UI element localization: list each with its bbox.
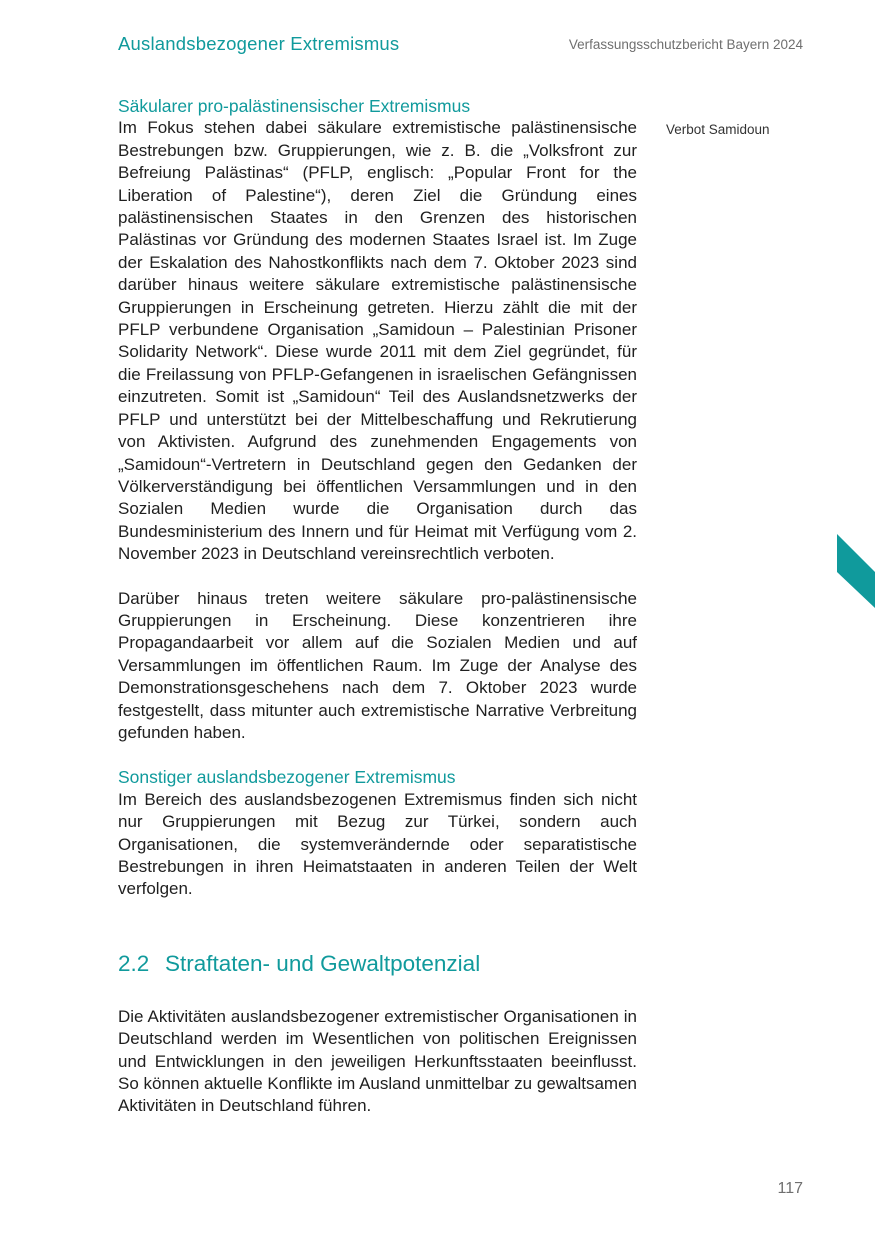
chapter-section-number: 2.2 (118, 950, 150, 976)
chapter-section-title-text: Straftaten- und Gewaltpotenzial (165, 950, 481, 976)
paragraph-chapter-section: Die Aktivitäten auslandsbezogener extremistischer Organisationen in Deutschland werden im Wesentlichen von politischen Ereignissen und Entwicklungen in den jeweiligen Herkunftsstaaten beeinflusst. So können aktuelle Konflikte im Ausland unmittelbar zu gewaltsamen Aktivitäten in Deutschland führen. (118, 1006, 637, 1116)
running-header-report: Verfassungsschutzbericht Bayern 2024 (568, 37, 803, 52)
chapter-section-title (118, 950, 637, 978)
margin-note: Verbot Samidoun (666, 122, 770, 137)
paragraph-other-1: Im Bereich des auslandsbezogenen Extremismus finden sich nicht nur Gruppierungen mit Bezug zur Türkei, sondern auch Organisationen, die systemverändernde oder separatistische Bestrebungen in ihren Heimatstaaten in anderen Teilen der Welt verfolgen. (118, 789, 637, 899)
section-heading-secular: Säkularer pro-palästinensischer Extremismus (118, 96, 471, 116)
section-heading-other: Sonstiger auslandsbezogener Extremismus (118, 767, 456, 788)
paragraph-secular-2: Darüber hinaus treten weitere säkulare pro-palästinensische Gruppierungen in Erscheinung. Diese konzentrieren ihre Propagandaarbeit vor allem auf die Sozialen Medien und auf Versammlungen im öffentlichen Raum. Im Zuge der Analyse des Demonstrationsgeschehens nach dem 7. Oktober 2023 wurde festgestellt, dass mitunter auch extremistische Narrative Verbreitung gefunden haben. (118, 588, 637, 742)
running-header-chapter: Auslandsbezogener Extremismus (118, 33, 400, 54)
paragraph-secular-1: Im Fokus stehen dabei säkulare extremistische palästinensische Bestrebungen bzw. Gruppierungen, wie z. B. die „Volksfront zur Befreiung Palästinas“ (PFLP, englisch: „Popular Front for the Liberation of Palestine“), deren Ziel die Gründung eines palästinensischen Staates in den Grenzen des historischen Palästinas vor Gründung des modernen Staates Israel ist. Im Zuge der Eskalation des Nahostkonflikts nach dem 7. Oktober 2023 sind darüber hinaus weitere säkulare extremistische palästinensische Gruppierungen in Erscheinung getreten. Hierzu zählt die mit der PFLP verbundene Organisation „Samidoun – Palestinian Prisoner Solidarity Network“. Diese wurde 2011 mit dem Ziel gegründet, für die Freilassung von PFLP-Gefangenen in israelischen Gefängnissen einzutreten. Somit ist „Samidoun“ Teil des Auslandsnetzwerks der PFLP und unterstützt bei der Mittelbeschaffung und Rekrutierung von Aktivisten. Aufgrund des zunehmenden Engagements von „Samidoun“-Vertretern in Deutschland gegen den Gedanken der Völkerverständigung bei öffentlichen Versammlungen und in den Sozialen Medien wurde die Organisation durch das Bundesministerium des Innern und für Heimat mit Verfügung vom 2. November 2023 in Deutschland vereinsrechtlich verboten. (118, 118, 637, 564)
chapter-tab-marker (837, 534, 875, 608)
page-number: 117 (777, 1180, 803, 1197)
main-column (118, 95, 637, 1118)
